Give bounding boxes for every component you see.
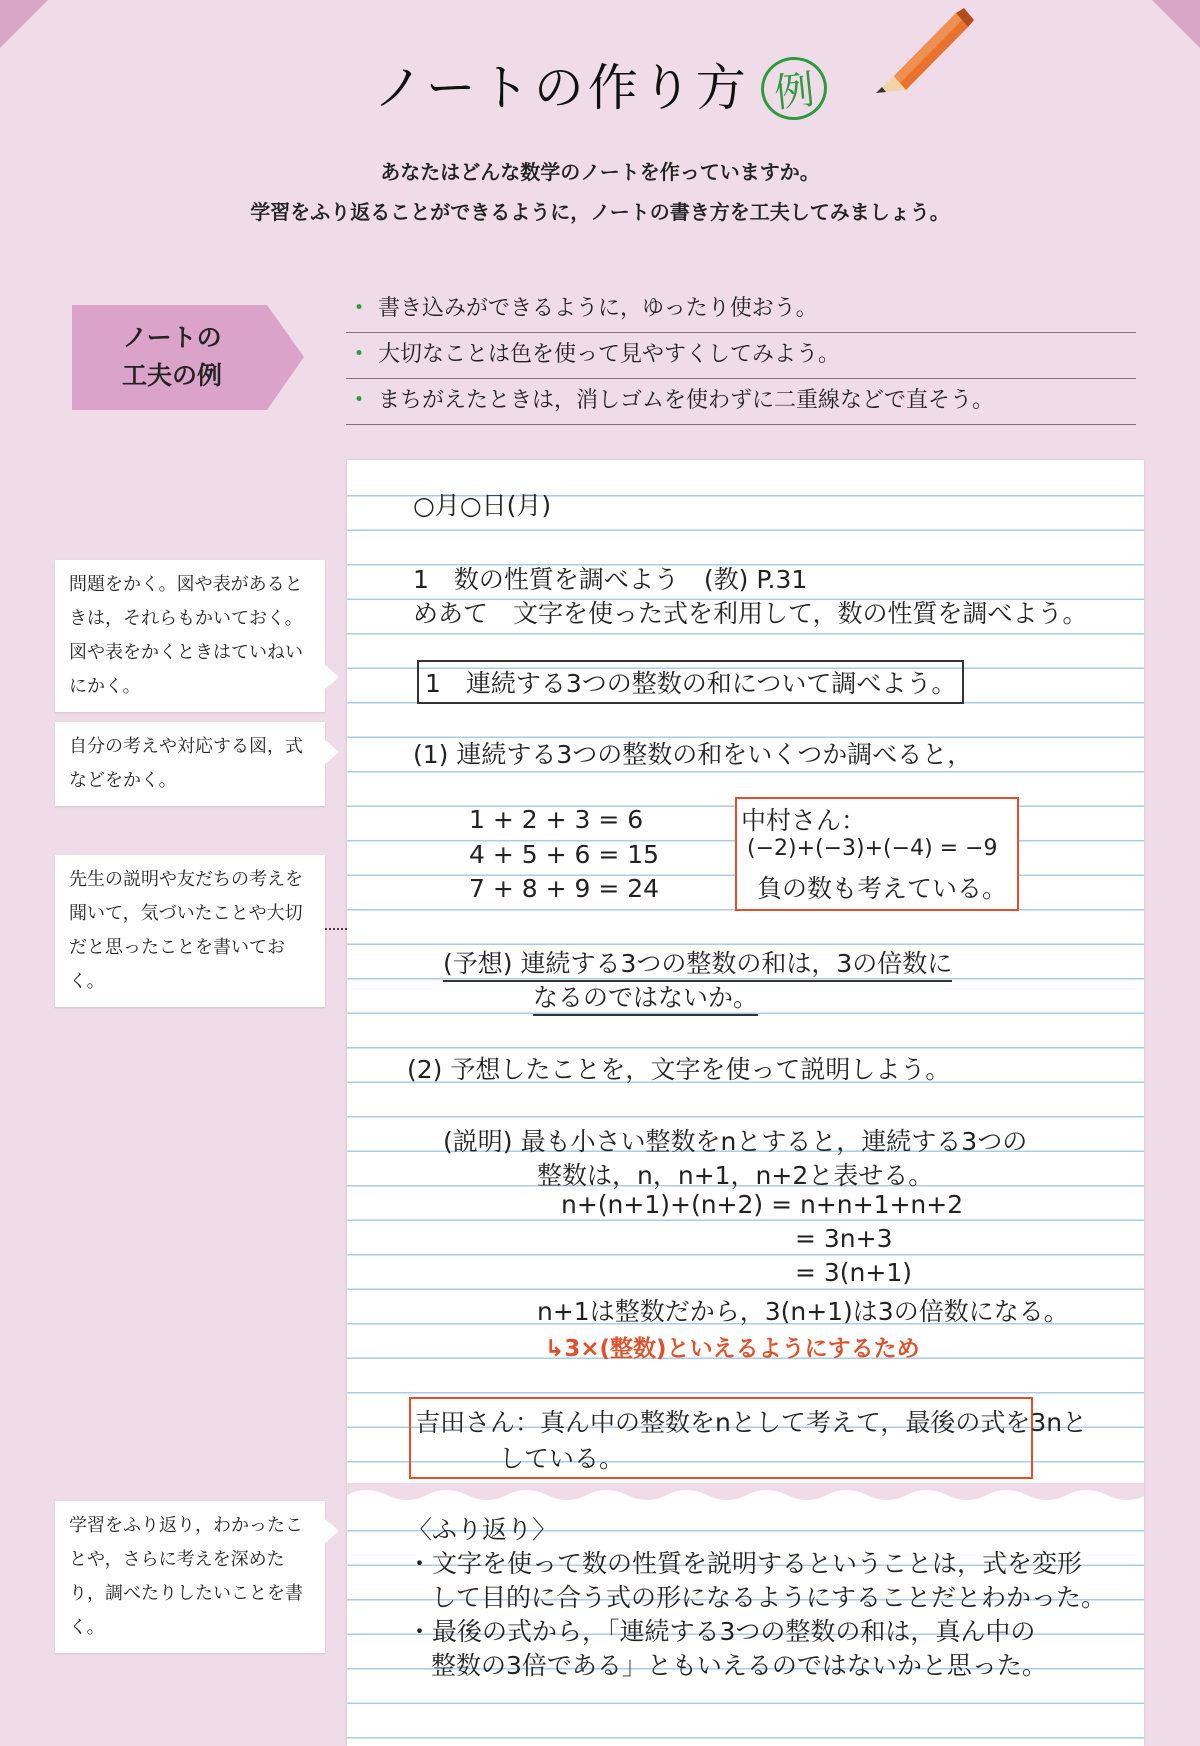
note-explanation: 整数は，n，n+1，n+2と表せる。 (537, 1161, 934, 1190)
note-equation: = 3(n+1) (795, 1258, 913, 1287)
tip-text: 大切なことは色を使って見やすくしてみよう。 (378, 342, 841, 367)
reflection-line: ・文字を使って数の性質を説明するということは，式を変形 (407, 1549, 1083, 1578)
note-problem: 1 連続する3つの整数の和について調べよう。 (417, 660, 964, 704)
bullet-icon: ・ (348, 296, 371, 321)
tip-text: 書き込みができるように，ゆったり使おう。 (378, 296, 818, 321)
note-sum: 7 + 8 + 9 = 24 (469, 874, 660, 903)
reflection-title: 〈ふり返り〉 (407, 1515, 558, 1544)
note-question-1: (1) 連続する3つの整数の和をいくつか調べると， (413, 740, 973, 769)
title-badge: 例 (758, 54, 830, 124)
side-note-discussion (55, 855, 325, 1007)
tips-list (346, 287, 1136, 425)
note-date: ○月○日(月) (413, 491, 552, 520)
intro-line: あなたはどんな数学のノートを作っていますか。 (380, 160, 820, 184)
yoshida-line: している。 (499, 1444, 625, 1473)
wave-divider (347, 1483, 1144, 1505)
corner-decoration (1152, 0, 1200, 48)
tag-label: 工夫の例 (121, 361, 222, 390)
tip-text: まちがえたときは，消しゴムを使わずに二重線などで直そう。 (378, 388, 995, 413)
reflection-line: ・最後の式から，「連続する3つの整数の和は，真ん中の (407, 1617, 1036, 1646)
nakamura-line: (−2)+(−3)+(−4) = −9 (747, 836, 998, 861)
tip-item (346, 287, 1136, 333)
yoshida-line: 吉田さん：真ん中の整数をnとして考えて，最後の式を3nと (415, 1408, 1088, 1437)
pencil-icon (876, 8, 1096, 118)
note-arrow (325, 1519, 339, 1543)
notebook-page (347, 460, 1144, 1746)
nakamura-box (735, 797, 1019, 911)
note-sum: 4 + 5 + 6 = 15 (469, 840, 660, 869)
side-note-reflection (55, 1501, 325, 1653)
note-equation: n+(n+1)+(n+2) = n+n+1+n+2 (561, 1190, 964, 1219)
tip-item (346, 333, 1136, 379)
page-title: ノートの作り方 (373, 59, 750, 117)
note-aim: めあて 文字を使った式を利用して，数の性質を調べよう。 (413, 599, 1088, 628)
note-conclusion: n+1は整数だから，3(n+1)は3の倍数になる。 (537, 1297, 1069, 1326)
note-red-annotation: ↳3×(整数)といえるようにするため (545, 1336, 920, 1362)
side-note-thinking (55, 722, 325, 806)
note-prediction: (予想) 連続する3つの整数の和は，3の倍数に (443, 944, 952, 982)
note-topic: 1 数の性質を調べよう (教) P.31 (413, 565, 808, 594)
reflection-line: 整数の3倍である」ともいえるのではないかと思った。 (431, 1651, 1047, 1680)
nakamura-line: 負の数も考えている。 (757, 874, 1008, 903)
tag-label: ノートの (122, 323, 222, 352)
tip-item (346, 379, 1136, 425)
note-question-2: (2) 予想したことを，文字を使って説明しよう。 (407, 1055, 951, 1084)
nakamura-line: 中村さん： (741, 806, 867, 835)
side-note-problem (55, 560, 325, 712)
note-explanation: (説明) 最も小さい整数をnとすると，連続する3つの (443, 1127, 1028, 1156)
tips-tag (72, 305, 304, 410)
note-equation: = 3n+3 (795, 1224, 893, 1253)
intro-text (0, 152, 1200, 232)
side-note-text: 学習をふり返り，わかったことや，さらに考えを深めたり，調べたりしたいことを書く。 (69, 1515, 303, 1638)
note-prediction: なるのではないか。 (533, 978, 758, 1016)
side-note-text: 先生の説明や友だちの考えを聞いて，気づいたことや大切だと思ったことを書いておく。 (69, 869, 303, 992)
note-arrow (325, 740, 339, 764)
note-arrow (325, 665, 339, 689)
corner-decoration (0, 0, 48, 48)
bullet-icon: ・ (348, 342, 371, 367)
side-note-text: 問題をかく。図や表があるときは，それらもかいておく。図や表をかくときはていねいにかく。 (69, 574, 303, 697)
side-note-text: 自分の考えや対応する図，式などをかく。 (69, 736, 303, 791)
bullet-icon: ・ (348, 388, 371, 413)
reflection-line: して目的に合う式の形になるようにすることだとわかった。 (431, 1583, 1107, 1612)
note-sum: 1 + 2 + 3 = 6 (469, 805, 644, 834)
intro-line: 学習をふり返ることができるように，ノートの書き方を工夫してみましょう。 (250, 200, 950, 224)
yoshida-box (409, 1397, 1088, 1479)
